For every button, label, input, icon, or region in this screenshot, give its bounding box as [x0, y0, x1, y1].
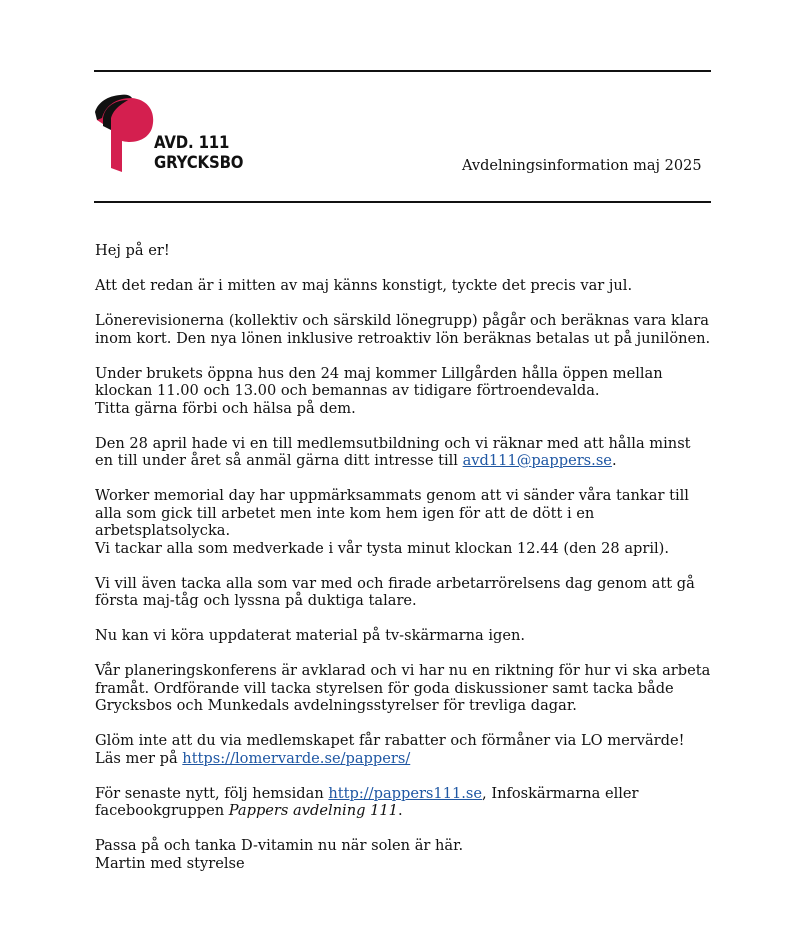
paragraph-latest-news: För senaste nytt, följ hemsidan http://pappers111.se, Infoskärmarna eller facebookgruppen Pappers avdelning 111. [95, 784, 639, 819]
paragraph-lo-mervarde: Glöm inte att du via medlemskapet får rabatter och förmåner via LO mervärde! Läs mer på https://lomervarde.se/pappers/ [95, 732, 685, 767]
lomervarde-link[interactable]: https://lomervarde.se/pappers/ [182, 749, 411, 767]
paragraph-planning-conference: Vår planeringskonferens är avklarad och vi har nu en riktning för hur vi ska arbeta framåt. Ordförande vill tacka styrelsen för goda diskussioner samt tacka både Grycksbos och Munkedals avdelningsstyrelser för trevliga dagar. [95, 662, 711, 714]
bottom-divider [94, 201, 711, 203]
paragraph-intro: Att det redan är i mitten av maj känns konstigt, tyckte det precis var jul. [95, 277, 633, 294]
top-divider [94, 70, 711, 72]
logo-text [154, 133, 243, 173]
homepage-link[interactable]: http://pappers111.se [328, 784, 483, 802]
greeting: Hej på er! [95, 242, 170, 259]
signature: Martin med styrelse [95, 854, 245, 872]
paragraph-salary-revision: Lönerevisionerna (kollektiv och särskild lönegrupp) pågår och beräknas vara klara inom kort. Den nya lönen inklusive retroaktiv lön beräknas betalas ut på junilönen. [95, 312, 711, 347]
paragraph-member-education: Den 28 april hade vi en till medlemsutbildning och vi räknar med att hålla minst en till under året så anmäl gärna ditt intresse till avd111@pappers.se. [95, 434, 691, 469]
document-title: Avdelningsinformation maj 2025 [462, 158, 702, 174]
paragraph-worker-memorial-day: Worker memorial day har uppmärksammats genom att vi sänder våra tankar till alla som gick till arbetet men inte kom hem igen för att de dött i en arbetsplatsolycka. Vi tackar alla som medverkade i vår tysta minut klockan 12.44 (den 28 april). [95, 487, 689, 557]
paragraph-may-day: Vi vill även tacka alla som var med och firade arbetarrörelsens dag genom att gå första maj-tåg och lyssna på duktiga talare. [95, 574, 695, 609]
paragraph-open-house: Under brukets öppna hus den 24 maj kommer Lillgården hålla öppen mellan klockan 11.00 och 13.00 och bemannas av tidigare förtroendevalda. Titta gärna förbi och hälsa på dem. [95, 364, 663, 417]
paragraph-tv-screens: Nu kan vi köra uppdaterat material på tv-skärmarna igen. [95, 627, 526, 644]
logo-line-2: GRYCKSBO [154, 153, 244, 173]
email-link[interactable]: avd111@pappers.se [462, 452, 612, 469]
paragraph-closing: Passa på och tanka D-vitamin nu när solen är här. Martin med styrelse [95, 837, 464, 872]
logo-line-1: AVD. 111 [154, 133, 230, 153]
newsletter-body [95, 242, 735, 890]
union-logo-icon [94, 94, 158, 174]
facebook-group-name: Pappers avdelning 111 [228, 802, 398, 819]
